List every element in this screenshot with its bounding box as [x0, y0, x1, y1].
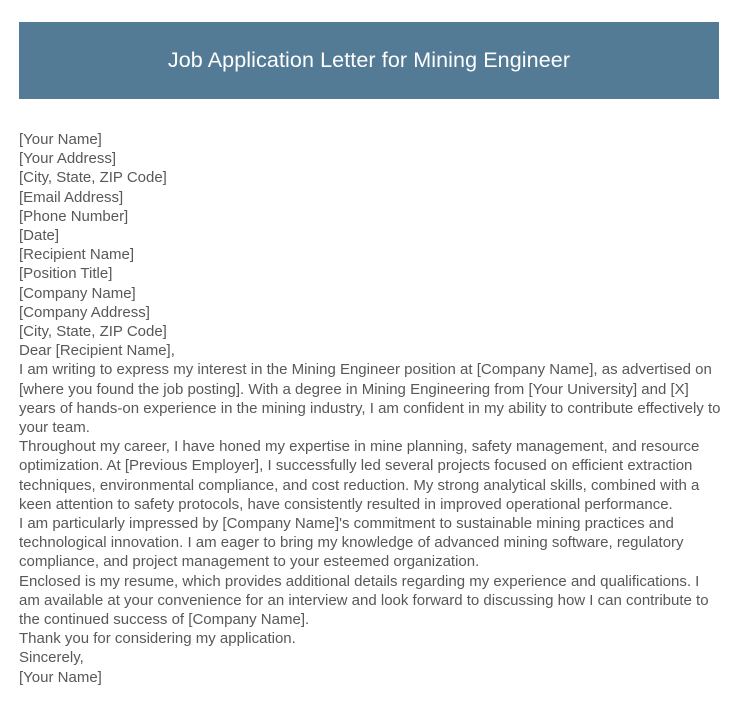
salutation: Dear [Recipient Name], — [19, 342, 175, 360]
letter-content — [19, 130, 721, 687]
body-paragraph-3: I am particularly impressed by [Company Name]'s commitment to sustainable mining practices and technological innovation. I am eager to bring my knowledge of advanced mining software, regulatory compliance, and project management to your esteemed organization. — [19, 515, 684, 571]
sender-city-state-zip: [City, State, ZIP Code] — [19, 169, 167, 187]
recipient-position-title: [Position Title] — [19, 265, 113, 283]
page-title: Job Application Letter for Mining Engineer — [167, 47, 571, 72]
sender-name: [Your Name] — [19, 131, 102, 148]
recipient-address-block — [19, 245, 721, 341]
body-paragraph-2: Throughout my career, I have honed my expertise in mine planning, safety management, and resource optimization. At [Previous Employer], I successfully led several projects focused on efficient extraction techniques, environmental compliance, and cost reduction. My strong analytical skills, combined with a keen attention to safety protocols, have consistently resulted in improved operational performance. — [19, 438, 700, 513]
signature-name: [Your Name] — [19, 668, 102, 686]
letter-date: [Date] — [19, 227, 60, 245]
recipient-city-state-zip: [City, State, ZIP Code] — [19, 323, 167, 341]
closing-salutation: Sincerely, — [19, 649, 84, 667]
closing-thank-you: Thank you for considering my application. — [19, 630, 296, 648]
document-header-banner — [19, 22, 719, 99]
recipient-company-name: [Company Name] — [19, 284, 136, 302]
signature-block — [19, 648, 721, 686]
sender-address-block — [19, 130, 721, 245]
sender-address: [Your Address] — [19, 150, 117, 168]
sender-phone: [Phone Number] — [19, 207, 129, 225]
recipient-name: [Recipient Name] — [19, 246, 135, 264]
sender-email: [Email Address] — [19, 188, 124, 206]
body-paragraph-1: I am writing to express my interest in the Mining Engineer position at [Company Name], as advertised on [where you found the job posting]. With a degree in Mining Engineering from [Your University] and [X] years of hands-on experience in the mining industry, I am confident in my ability to contribute effectively to your team. — [19, 361, 721, 437]
recipient-company-address: [Company Address] — [19, 303, 150, 321]
body-paragraph-4: Enclosed is my resume, which provides additional details regarding my experience and qualifications. I am available at your convenience for an interview and look forward to discussing how I can contribute to the continued success of [Company Name]. — [19, 572, 709, 629]
